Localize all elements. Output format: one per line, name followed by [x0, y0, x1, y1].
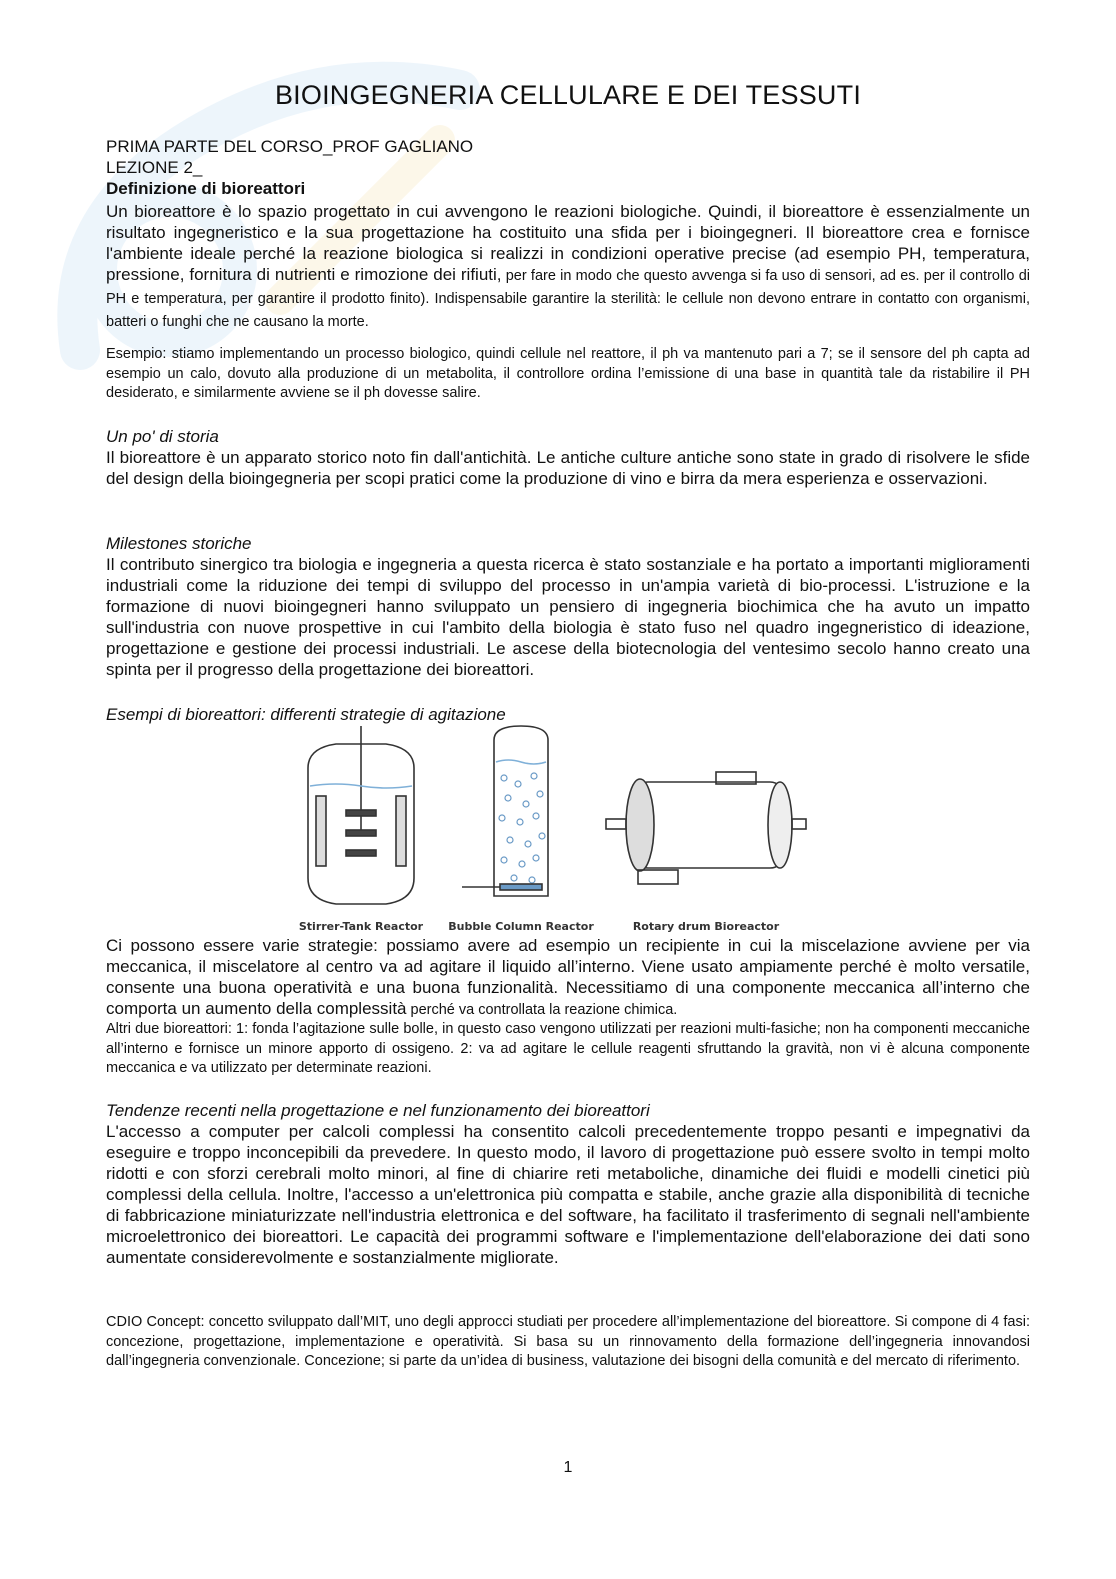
example-paragraph: [106, 345, 1030, 404]
caption-stirrer-tank: Stirrer-Tank Reactor: [298, 920, 424, 933]
page-number: 1: [563, 1459, 573, 1476]
example-text: Esempio: stiamo implementando un processo biologico, quindi cellule nel reattore, il ph va mantenuto pari a 7; se il sensore del ph capta ad esempio un calo, dovuto alla produzione di un metabolita, il controllore ordina l’emissione di una base in quantità tale da ristabilire il PH desiderato, e similarmente avviene se il ph dovesse salire.: [106, 346, 1030, 401]
strategies-note: perché va controllata la reazione chimica.: [406, 1002, 678, 1018]
lesson-line: LEZIONE 2_: [106, 158, 203, 177]
section-heading-milestones: Milestones storiche: [106, 534, 252, 553]
stirrer-tank-reactor-diagram: [308, 726, 414, 904]
cdio-paragraph: [106, 1313, 1030, 1372]
definition-text: Un bioreattore è lo spazio progettato in cui avvengono le reazioni biologiche. Quindi, il bioreattore è essenzialmente un risultato ingegneristico e la sua progettazione ha costituito una sfida per i bioingegneri. Il bioreattore crea e fornisce l'ambiente ideale perché la reazione biologica si realizzi in condizioni operative precise (ad esempio PH, temperatura, pressione, fornitura di nutrienti e rimozione dei rifiuti,: [106, 202, 1030, 284]
strategies-text: Ci possono essere varie strategie: possiamo avere ad esempio un recipiente in cui la miscelazione avviene per via meccanica, il miscelatore al centro va ad agitare il liquido all’interno. Viene usato ampiamente perché è molto versatile, consente una buona operatività e una buona funzionalità. Necessitiamo di una componente meccanica all’interno che comporta un aumento della complessità: [106, 936, 1030, 1018]
caption-bubble-column: Bubble Column Reactor: [448, 920, 594, 933]
history-text: Il bioreattore è un apparato storico noto fin dall'antichità. Le antiche culture antiche sono state in grado di risolvere le sfide del design della bioingegneria per scopi pratici come la produzione di vino e birra da mera esperienza e osservazioni.: [106, 448, 1030, 488]
section-heading-history: Un po' di storia: [106, 427, 219, 446]
other-reactors-paragraph: [106, 1020, 1030, 1079]
cdio-text: CDIO Concept: concetto sviluppato dall’MIT, uno degli approcci studiati per procedere all’implementazione del bioreattore. Si compone di 4 fasi: concezione, progettazione, implementazione e operatività. Si basa su un rinnovamento della formazione dell’ingegneria innovandosi dall’ingegneria convenzionale. Concezione; si parte da un’idea di business, valutazione dei bisogni della comunità e del mercato di riferimento.: [106, 1314, 1030, 1369]
bubble-column-reactor-diagram: [462, 726, 548, 896]
section-heading-examples: Esempi di bioreattori: differenti strategie di agitazione: [106, 705, 506, 724]
definition-note: per fare in modo che questo avvenga si fa uso di sensori, ad es. per il controllo di PH e temperatura, per garantire il prodotto finito). Indispensabile garantire la sterilità: le cellule non devono entrare in contatto con organismi, batteri o funghi che ne causano la morte.: [106, 268, 1030, 330]
caption-rotary-drum: Rotary drum Bioreactor: [632, 920, 780, 933]
section-heading-trends: Tendenze recenti nella progettazione e nel funzionamento dei bioreattori: [106, 1101, 650, 1120]
history-section: [106, 426, 1030, 489]
strategies-paragraph: [106, 935, 1030, 1021]
document-title: BIOINGEGNERIA CELLULARE E DEI TESSUTI: [274, 80, 862, 110]
bioreactor-figure: [286, 718, 846, 938]
course-header: [106, 136, 1030, 199]
rotary-drum-bioreactor-diagram: [606, 772, 806, 884]
milestones-text: Il contributo sinergico tra biologia e ingegneria a questa ricerca è stato sostanziale e ha portato a importanti miglioramenti industriali come la riduzione dei tempi di sviluppo del processo in un'ampia varietà di bio-processi. L'istruzione e la formazione di nuovi bioingegneri hanno sviluppato un pensiero di ingegneria biochimica che ha avuto un impatto sull'industria con nuove prospettive in cui l'ambito della biologia è stato fuso nel quadro ingegneristico di ideazione, progettazione e gestione dei processi industriali. Le ascese della biotecnologia del ventesimo secolo hanno creato una spinta per il progresso della progettazione dei bioreattori.: [106, 555, 1030, 679]
milestones-section: [106, 533, 1030, 680]
section-heading-definition: Definizione di bioreattori: [106, 179, 306, 198]
course-line: PRIMA PARTE DEL CORSO_PROF GAGLIANO: [106, 137, 474, 156]
definition-paragraph: [106, 201, 1030, 333]
other-reactors-text: Altri due bioreattori: 1: fonda l’agitazione sulle bolle, in questo caso vengono utilizzati per reazioni multi-fasiche; non ha componenti meccaniche all’interno e fornisce un minore apporto di ossigeno. 2: va ad agitare le cellule reagenti sfruttando la gravità, non vi è alcuna componente meccanica e va utilizzato per determinate reazioni.: [106, 1021, 1030, 1076]
trends-text: L'accesso a computer per calcoli complessi ha consentito calcoli precedentemente troppo pesanti e impegnativi da eseguire e troppo inconcepibili da prevedere. In questo modo, il lavoro di progettazione può essere svolto in tempi molto ridotti e con sforzi cerebrali molto minori, al fine di chiarire reti metaboliche, dinamiche dei fluidi e modelli cinetici più complessi della cellula. Inoltre, l'accesso a un'elettronica più compatta e stabile, anche grazie alla disponibilità di tecniche di fabbricazione miniaturizzate nell'industria elettronica e del software, ha facilitato il trasferimento di segnali nell'ambiente microelettronico dei bioreattori. Le capacità dei programmi software e l'implementazione dell'elaborazione dei dati sono aumentate considerevolmente e sostanzialmente migliorate.: [106, 1122, 1030, 1267]
trends-section: [106, 1100, 1030, 1268]
